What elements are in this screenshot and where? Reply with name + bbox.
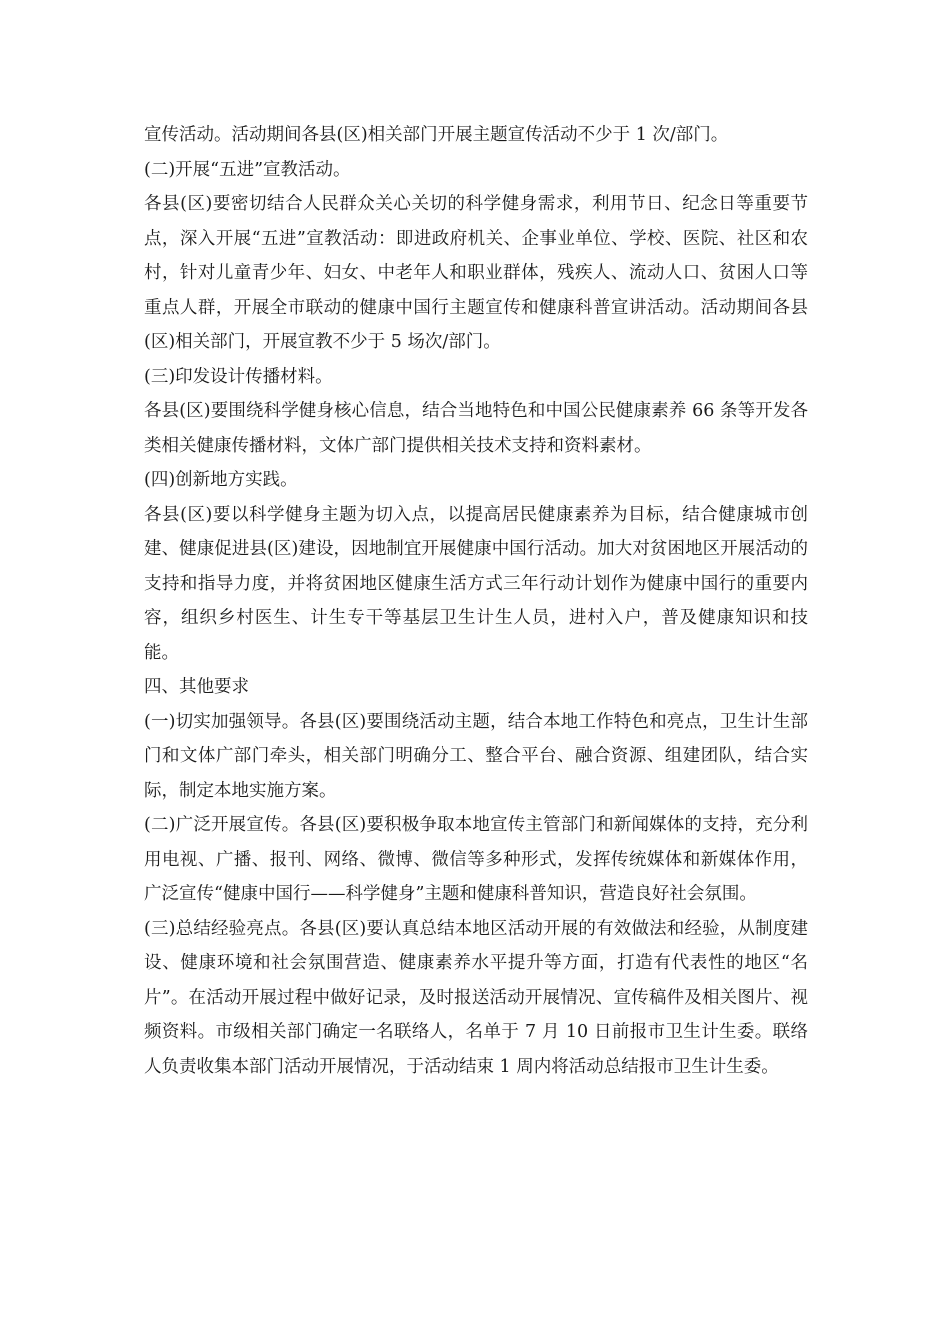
paragraph-local-practice: 各县(区)要以科学健身主题为切入点，以提高居民健康素养为目标，结合健康城市创建、健康促进县(区)建设，因地制宜开展健康中国行活动。加大对贫困地区开展活动的支持和指导力度，并将贫困地区健康生活方式三年行动计划作为健康中国行的重要内容，组织乡村医生、计生专干等基层卫生计生人员，进村入户，普及健康知识和技能。	[144, 504, 808, 663]
paragraph-continuation: 宣传活动。活动期间各县(区)相关部门开展主题宣传活动不少于 1 次/部门。	[144, 125, 729, 145]
chapter-heading-other-requirements: 四、其他要求	[144, 677, 249, 697]
paragraph-summary: (三)总结经验亮点。各县(区)要认真总结本地区活动开展的有效做法和经验，从制度建设、健康环境和社会氛围营造、健康素养水平提升等方面，打造有代表性的地区“名片”。在活动开展过程中做好记录，及时报送活动开展情况、宣传稿件及相关图片、视频资料。市级相关部门确定一名联络人，名单于 7 月 10 日前报市卫生计生委。联络人负责收集本部门活动开展情况，于活动结束 1 周内将活动总结报市卫生计生委。	[144, 918, 808, 1077]
section-heading-five-entries: (二)开展“五进”宣教活动。	[144, 159, 351, 180]
section-heading-local-practice: (四)创新地方实践。	[144, 470, 298, 490]
paragraph-leadership: (一)切实加强领导。各县(区)要围绕活动主题，结合本地工作特色和亮点，卫生计生部门和文体广部门牵头，相关部门明确分工、整合平台、融合资源、组建团队，结合实际，制定本地实施方案。	[144, 711, 808, 801]
section-heading-materials: (三)印发设计传播材料。	[144, 366, 333, 387]
document-body	[144, 118, 808, 1084]
paragraph-five-entries: 各县(区)要密切结合人民群众关心关切的科学健身需求，利用节日、纪念日等重要节点，深入开展“五进”宣教活动：即进政府机关、企事业单位、学校、医院、社区和农村，针对儿童青少年、妇女、中老年人和职业群体，残疾人、流动人口、贫困人口等重点人群，开展全市联动的健康中国行主题宣传和健康科普宣讲活动。活动期间各县(区)相关部门，开展宣教不少于 5 场次/部门。	[144, 194, 808, 352]
paragraph-publicity: (二)广泛开展宣传。各县(区)要积极争取本地宣传主管部门和新闻媒体的支持，充分利用电视、广播、报刊、网络、微博、微信等多种形式，发挥传统媒体和新媒体作用，广泛宣传“健康中国行——科学健身”主题和健康科普知识，营造良好社会氛围。	[144, 815, 808, 904]
paragraph-materials: 各县(区)要围绕科学健身核心信息，结合当地特色和中国公民健康素养 66 条等开发各类相关健康传播材料，文体广部门提供相关技术支持和资料素材。	[144, 401, 808, 456]
